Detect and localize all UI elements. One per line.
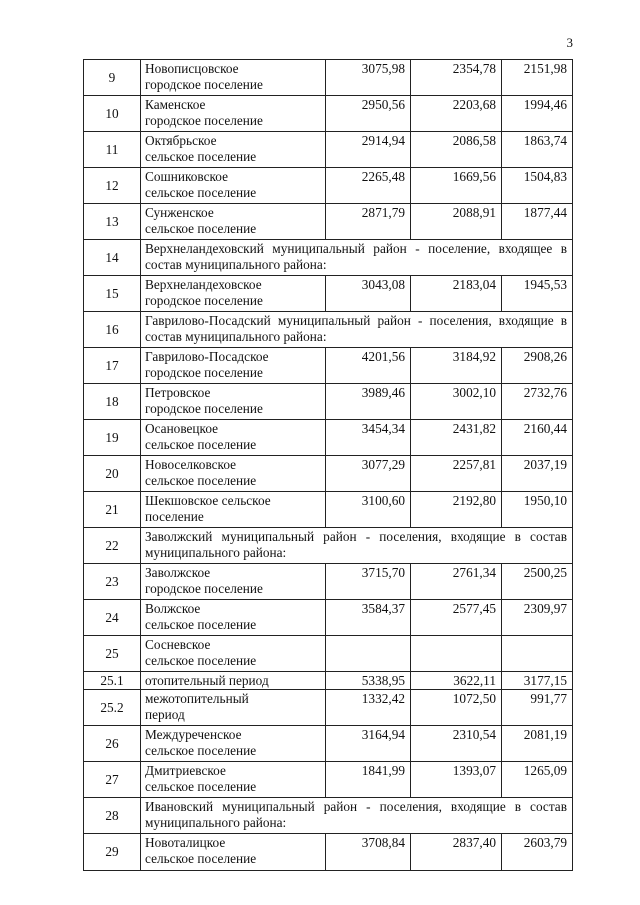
settlement-name-cell <box>141 564 326 600</box>
settlement-name-cell <box>141 96 326 132</box>
value-cell-1: 1332,42 <box>326 690 411 726</box>
settlement-name-cell <box>141 420 326 456</box>
value-cell-2: 2577,45 <box>411 600 502 636</box>
settlement-name-cell <box>141 204 326 240</box>
row-number: 20 <box>84 456 141 492</box>
table-row <box>84 834 573 871</box>
settlement-name-cell <box>141 672 326 690</box>
value-cell-1: 3075,98 <box>326 60 411 96</box>
table-row <box>84 132 573 168</box>
value-cell-3: 1994,46 <box>502 96 573 132</box>
table-row <box>84 690 573 726</box>
row-number: 22 <box>84 528 141 564</box>
value-cell-2: 1072,50 <box>411 690 502 726</box>
value-cell-1: 3715,70 <box>326 564 411 600</box>
value-cell-3: 2037,19 <box>502 456 573 492</box>
value-cell-3: 2732,76 <box>502 384 573 420</box>
table-row <box>84 276 573 312</box>
settlement-name-cell <box>141 60 326 96</box>
value-cell-1: 3077,29 <box>326 456 411 492</box>
value-cell-2: 2203,68 <box>411 96 502 132</box>
district-heading: Верхнеландеховский муниципальный район - поселение, входящее в состав муниципального района: <box>145 241 567 272</box>
district-heading: Гаврилово-Посадский муниципальный район - поселения, входящие в состав муниципального района: <box>145 313 567 344</box>
value-cell-1: 2265,48 <box>326 168 411 204</box>
row-number: 11 <box>84 132 141 168</box>
value-cell-2: 2837,40 <box>411 834 502 871</box>
settlement-name-cell <box>141 132 326 168</box>
district-heading-cell <box>141 240 573 276</box>
value-cell-1: 3454,34 <box>326 420 411 456</box>
settlement-name-cell <box>141 384 326 420</box>
settlement-name: Верхнеландеховское городское поселение <box>145 277 263 308</box>
table-row <box>84 564 573 600</box>
table-row <box>84 600 573 636</box>
value-cell-3: 991,77 <box>502 690 573 726</box>
row-number: 13 <box>84 204 141 240</box>
row-number: 17 <box>84 348 141 384</box>
row-number: 28 <box>84 798 141 834</box>
value-cell-2: 2354,78 <box>411 60 502 96</box>
settlement-name: Сунженское сельское поселение <box>145 205 257 236</box>
value-cell-2: 2086,58 <box>411 132 502 168</box>
row-number: 23 <box>84 564 141 600</box>
value-cell-2: 2183,04 <box>411 276 502 312</box>
row-number: 12 <box>84 168 141 204</box>
value-cell-2: 1669,56 <box>411 168 502 204</box>
value-cell-2: 2257,81 <box>411 456 502 492</box>
row-number: 10 <box>84 96 141 132</box>
row-number: 27 <box>84 762 141 798</box>
settlement-name: Междуреченское сельское поселение <box>145 727 257 758</box>
value-cell-3: 2151,98 <box>502 60 573 96</box>
settlement-name-cell <box>141 348 326 384</box>
settlement-name: Шекшовское сельское поселение <box>145 493 271 524</box>
table-row <box>84 636 573 672</box>
table-row <box>84 456 573 492</box>
value-cell-2: 3184,92 <box>411 348 502 384</box>
tariff-table <box>83 59 573 871</box>
settlement-name: Новоселковское сельское поселение <box>145 457 257 488</box>
value-cell-2: 2431,82 <box>411 420 502 456</box>
settlement-name-cell <box>141 456 326 492</box>
value-cell-1: 4201,56 <box>326 348 411 384</box>
settlement-name: Волжское сельское поселение <box>145 601 257 632</box>
value-cell-3: 1863,74 <box>502 132 573 168</box>
district-heading-cell <box>141 312 573 348</box>
settlement-name-cell <box>141 168 326 204</box>
value-cell-1: 5338,95 <box>326 672 411 690</box>
value-cell-1: 2950,56 <box>326 96 411 132</box>
settlement-name-cell <box>141 600 326 636</box>
settlement-name-cell <box>141 726 326 762</box>
section-row <box>84 798 573 834</box>
table-row <box>84 204 573 240</box>
value-cell-1: 3100,60 <box>326 492 411 528</box>
value-cell-2: 2192,80 <box>411 492 502 528</box>
row-number: 14 <box>84 240 141 276</box>
value-cell-1 <box>326 636 411 672</box>
settlement-name: Петровское городское поселение <box>145 385 263 416</box>
table-row <box>84 420 573 456</box>
settlement-name: отопительный период <box>145 672 269 688</box>
table-row <box>84 672 573 690</box>
value-cell-3: 2160,44 <box>502 420 573 456</box>
value-cell-3 <box>502 636 573 672</box>
row-number: 15 <box>84 276 141 312</box>
value-cell-2: 3622,11 <box>411 672 502 690</box>
value-cell-3: 2500,25 <box>502 564 573 600</box>
settlement-name: Осановецкое сельское поселение <box>145 421 257 452</box>
settlement-name-cell <box>141 276 326 312</box>
settlement-name: Новоталицкое сельское поселение <box>145 835 257 866</box>
value-cell-3: 1877,44 <box>502 204 573 240</box>
value-cell-2: 1393,07 <box>411 762 502 798</box>
row-number: 25 <box>84 636 141 672</box>
value-cell-3: 1504,83 <box>502 168 573 204</box>
row-number: 19 <box>84 420 141 456</box>
row-number: 16 <box>84 312 141 348</box>
row-number: 24 <box>84 600 141 636</box>
section-row <box>84 528 573 564</box>
value-cell-1: 3708,84 <box>326 834 411 871</box>
section-row <box>84 240 573 276</box>
value-cell-1: 3989,46 <box>326 384 411 420</box>
settlement-name: Заволжское городское поселение <box>145 565 263 596</box>
value-cell-3: 2081,19 <box>502 726 573 762</box>
value-cell-3: 2603,79 <box>502 834 573 871</box>
value-cell-3: 2309,97 <box>502 600 573 636</box>
table-row <box>84 762 573 798</box>
settlement-name-cell <box>141 762 326 798</box>
row-number: 9 <box>84 60 141 96</box>
section-row <box>84 312 573 348</box>
row-number: 25.1 <box>84 672 141 690</box>
settlement-name-cell <box>141 690 326 726</box>
district-heading-cell <box>141 528 573 564</box>
value-cell-1: 3584,37 <box>326 600 411 636</box>
settlement-name: Каменское городское поселение <box>145 97 263 128</box>
value-cell-2 <box>411 636 502 672</box>
value-cell-2: 2761,34 <box>411 564 502 600</box>
settlement-name: Сосневское сельское поселение <box>145 637 257 668</box>
value-cell-3: 2908,26 <box>502 348 573 384</box>
row-number: 29 <box>84 834 141 871</box>
row-number: 26 <box>84 726 141 762</box>
settlement-name-cell <box>141 636 326 672</box>
value-cell-2: 2088,91 <box>411 204 502 240</box>
settlement-name: межотопительный период <box>145 691 249 722</box>
value-cell-1: 1841,99 <box>326 762 411 798</box>
row-number: 21 <box>84 492 141 528</box>
value-cell-1: 3164,94 <box>326 726 411 762</box>
value-cell-2: 2310,54 <box>411 726 502 762</box>
district-heading: Заволжский муниципальный район - поселения, входящие в состав муниципального района: <box>145 529 567 560</box>
row-number: 25.2 <box>84 690 141 726</box>
table-row <box>84 168 573 204</box>
value-cell-3: 1945,53 <box>502 276 573 312</box>
value-cell-1: 2914,94 <box>326 132 411 168</box>
settlement-name: Гаврилово-Посадское городское поселение <box>145 349 269 380</box>
value-cell-2: 3002,10 <box>411 384 502 420</box>
table-body <box>84 60 573 871</box>
district-heading: Ивановский муниципальный район - поселения, входящие в состав муниципального района: <box>145 799 567 830</box>
table-row <box>84 726 573 762</box>
table-row <box>84 60 573 96</box>
table-row <box>84 96 573 132</box>
settlement-name-cell <box>141 492 326 528</box>
settlement-name: Новописцовское городское поселение <box>145 61 263 92</box>
value-cell-1: 2871,79 <box>326 204 411 240</box>
settlement-name-cell <box>141 834 326 871</box>
value-cell-3: 1950,10 <box>502 492 573 528</box>
district-heading-cell <box>141 798 573 834</box>
value-cell-3: 1265,09 <box>502 762 573 798</box>
table-row <box>84 384 573 420</box>
table-row <box>84 492 573 528</box>
settlement-name: Дмитриевское сельское поселение <box>145 763 257 794</box>
settlement-name: Октябрьское сельское поселение <box>145 133 257 164</box>
value-cell-1: 3043,08 <box>326 276 411 312</box>
value-cell-3: 3177,15 <box>502 672 573 690</box>
table-row <box>84 348 573 384</box>
page-number: 3 <box>566 35 573 50</box>
row-number: 18 <box>84 384 141 420</box>
settlement-name: Сошниковское сельское поселение <box>145 169 257 200</box>
